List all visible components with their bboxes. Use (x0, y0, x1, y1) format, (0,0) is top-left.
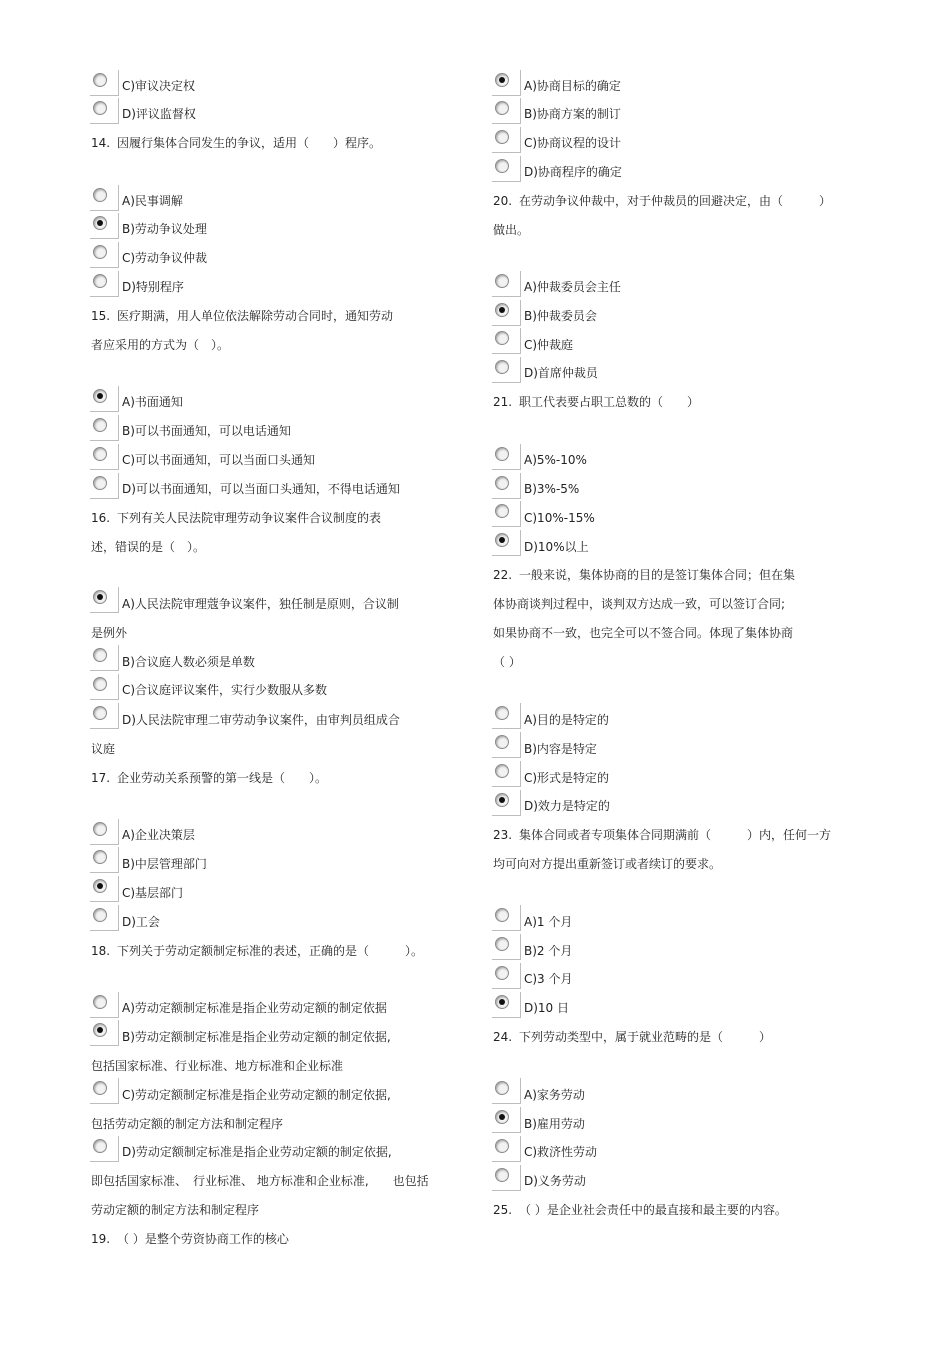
q14-option-d-label: D)特别程序 (122, 280, 184, 294)
q22-option-b-radio[interactable] (495, 735, 509, 749)
q16-question: 16. 下列有关人民法院审理劳动争议案件合议制度的表 (91, 511, 382, 525)
q14-option-c-radio[interactable] (93, 245, 107, 259)
q24-option-a-label: A)家务劳动 (524, 1088, 585, 1102)
q17-option-d-radio[interactable] (93, 908, 107, 922)
q14-option-a-label: A)民事调解 (122, 194, 183, 208)
q15-option-b-radio[interactable] (93, 418, 107, 432)
q19-option-d-radio[interactable] (495, 159, 509, 173)
q13-option-c-label: C)审议决定权 (122, 79, 196, 93)
q17-option-a-label: A)企业决策层 (122, 828, 195, 842)
q18-option-a-radio[interactable] (93, 995, 107, 1009)
q17-option-b-label: B)中层管理部门 (122, 857, 207, 871)
q22-option-a-radio[interactable] (495, 706, 509, 720)
q21-option-d-label: D)10%以上 (524, 540, 589, 554)
q22-question: 22. 一般来说，集体协商的目的是签订集体合同；但在集 (493, 568, 796, 582)
q24-question: 24. 下列劳动类型中，属于就业范畴的是（ ） (493, 1030, 772, 1044)
q15-option-d-radio[interactable] (93, 476, 107, 490)
q16-option-d-label: D)人民法院审理二审劳动争议案件，由审判员组成合 (122, 713, 400, 727)
q23-option-d-radio[interactable] (495, 995, 509, 1009)
q14-option-a-radio[interactable] (93, 188, 107, 202)
q22-option-d-label: D)效力是特定的 (524, 799, 610, 813)
q23-question: 23. 集体合同或者专项集体合同期满前（ ）内，任何一方 (493, 828, 832, 842)
q17-option-d-label: D)工会 (122, 915, 160, 929)
q15-option-a-label: A)书面通知 (122, 395, 183, 409)
q22-question-cont1: 体协商谈判过程中，谈判双方达成一致，可以签订合同; (493, 597, 786, 611)
q21-option-b-label: B)3%-5% (524, 482, 580, 496)
q20-option-c-label: C)仲裁庭 (524, 338, 574, 352)
q25-question: 25. （ ）是企业社会责任中的最直接和最主要的内容。 (493, 1203, 787, 1217)
q14-option-b-radio[interactable] (93, 216, 107, 230)
q16-option-a-label-cont: 是例外 (91, 626, 128, 640)
q19-option-a-label: A)协商目标的确定 (524, 79, 621, 93)
q24-option-d-radio[interactable] (495, 1168, 509, 1182)
q18-option-b-label-cont: 包括国家标准、行业标准、地方标准和企业标准 (91, 1059, 344, 1073)
q18-question: 18. 下列关于劳动定额制定标准的表述，正确的是（ ）。 (91, 944, 424, 958)
q16-option-d-radio[interactable] (93, 706, 107, 720)
q14-option-d-radio[interactable] (93, 274, 107, 288)
q16-option-d-label-cont: 议庭 (91, 742, 116, 756)
q20-option-b-radio[interactable] (495, 303, 509, 317)
q14-option-b-label: B)劳动争议处理 (122, 222, 207, 236)
q24-option-c-radio[interactable] (495, 1139, 509, 1153)
q21-option-c-radio[interactable] (495, 504, 509, 518)
q20-option-b-label: B)仲裁委员会 (524, 309, 597, 323)
q23-option-a-radio[interactable] (495, 908, 509, 922)
q18-option-d-radio[interactable] (93, 1139, 107, 1153)
q24-option-c-label: C)救济性劳动 (524, 1145, 598, 1159)
q23-option-a-label: A)1 个月 (524, 915, 573, 929)
q22-option-a-label: A)目的是特定的 (524, 713, 609, 727)
q18-option-c-radio[interactable] (93, 1081, 107, 1095)
q15-option-a-radio[interactable] (93, 389, 107, 403)
q19-option-a-radio[interactable] (495, 73, 509, 87)
q15-option-c-radio[interactable] (93, 447, 107, 461)
q15-question-cont: 者应采用的方式为（ ）。 (91, 338, 230, 352)
q13-option-d-label: D)评议监督权 (122, 107, 196, 121)
q20-option-a-radio[interactable] (495, 274, 509, 288)
q23-option-c-label: C)3 个月 (524, 972, 573, 986)
q22-option-b-label: B)内容是特定 (524, 742, 597, 756)
q18-option-d-label-cont2: 劳动定额的制定方法和制定程序 (91, 1203, 260, 1217)
q18-option-d-label-cont: 即包括国家标准、 行业标准、 地方标准和企业标准, 也包括 (91, 1174, 429, 1188)
q22-option-c-label: C)形式是特定的 (524, 771, 610, 785)
q20-option-c-radio[interactable] (495, 331, 509, 345)
q24-option-b-radio[interactable] (495, 1110, 509, 1124)
q23-option-d-label: D)10 日 (524, 1001, 570, 1015)
q23-option-c-radio[interactable] (495, 966, 509, 980)
q23-question-cont: 均可向对方提出重新签订或者续订的要求。 (493, 857, 722, 871)
q16-option-a-label: A)人民法院审理蔻争议案件，独任制是原则，合议制 (122, 597, 399, 611)
q22-question-cont3: （ ） (493, 655, 521, 669)
q22-option-d-radio[interactable] (495, 793, 509, 807)
q15-question: 15. 医疗期满，用人单位依法解除劳动合同时，通知劳动 (91, 309, 394, 323)
q21-question: 21. 职工代表要占职工总数的（ ） (493, 395, 700, 409)
q18-option-d-label: D)劳动定额制定标准是指企业劳动定额的制定依据, (122, 1145, 392, 1159)
q23-option-b-radio[interactable] (495, 937, 509, 951)
q17-question: 17. 企业劳动关系预警的第一线是（ ）。 (91, 771, 328, 785)
q24-option-b-label: B)雇用劳动 (524, 1117, 585, 1131)
q13-option-c-radio[interactable] (93, 73, 107, 87)
q16-option-b-radio[interactable] (93, 648, 107, 662)
q20-option-d-label: D)首席仲裁员 (524, 366, 598, 380)
q19-option-b-radio[interactable] (495, 101, 509, 115)
q15-option-b-label: B)可以书面通知，可以电话通知 (122, 424, 291, 438)
q21-option-d-radio[interactable] (495, 533, 509, 547)
q18-option-c-label: C)劳动定额制定标准是指企业劳动定额的制定依据, (122, 1088, 391, 1102)
q13-option-d-radio[interactable] (93, 101, 107, 115)
q15-option-d-label: D)可以书面通知，可以当面口头通知，不得电话通知 (122, 482, 400, 496)
q14-option-c-label: C)劳动争议仲裁 (122, 251, 208, 265)
q17-option-b-radio[interactable] (93, 850, 107, 864)
q24-option-d-label: D)义务劳动 (524, 1174, 586, 1188)
q16-option-a-radio[interactable] (93, 590, 107, 604)
q20-question-cont: 做出。 (493, 223, 530, 237)
q16-option-c-radio[interactable] (93, 677, 107, 691)
q19-question: 19. （ ）是整个劳资协商工作的核心 (91, 1232, 289, 1246)
q18-option-b-radio[interactable] (93, 1023, 107, 1037)
q19-option-d-label: D)协商程序的确定 (524, 165, 622, 179)
q21-option-a-radio[interactable] (495, 447, 509, 461)
q22-option-c-radio[interactable] (495, 764, 509, 778)
q20-option-d-radio[interactable] (495, 360, 509, 374)
q15-option-c-label: C)可以书面通知，可以当面口头通知 (122, 453, 316, 467)
q19-option-b-label: B)协商方案的制订 (524, 107, 621, 121)
q19-option-c-label: C)协商议程的设计 (524, 136, 622, 150)
q20-option-a-label: A)仲裁委员会主任 (524, 280, 621, 294)
q18-option-c-label-cont: 包括劳动定额的制定方法和制定程序 (91, 1117, 284, 1131)
q19-option-c-radio[interactable] (495, 130, 509, 144)
q22-question-cont2: 如果协商不一致，也完全可以不签合同。体现了集体协商 (493, 626, 794, 640)
q16-option-b-label: B)合议庭人数必须是单数 (122, 655, 255, 669)
q17-option-c-label: C)基层部门 (122, 886, 184, 900)
q23-option-b-label: B)2 个月 (524, 944, 573, 958)
q21-option-c-label: C)10%-15% (524, 511, 595, 525)
q16-question-cont: 述，错误的是（ ）。 (91, 540, 206, 554)
q21-option-b-radio[interactable] (495, 476, 509, 490)
q21-option-a-label: A)5%-10% (524, 453, 587, 467)
q20-question: 20. 在劳动争议仲裁中，对于仲裁员的回避决定，由（ ） (493, 194, 832, 208)
q18-option-a-label: A)劳动定额制定标准是指企业劳动定额的制定依据 (122, 1001, 387, 1015)
q18-option-b-label: B)劳动定额制定标准是指企业劳动定额的制定依据, (122, 1030, 391, 1044)
q16-option-c-label: C)合议庭评议案件，实行少数服从多数 (122, 683, 328, 697)
q24-option-a-radio[interactable] (495, 1081, 509, 1095)
q17-option-c-radio[interactable] (93, 879, 107, 893)
q17-option-a-radio[interactable] (93, 822, 107, 836)
q14-question: 14. 因履行集体合同发生的争议，适用（ ）程序。 (91, 136, 382, 150)
